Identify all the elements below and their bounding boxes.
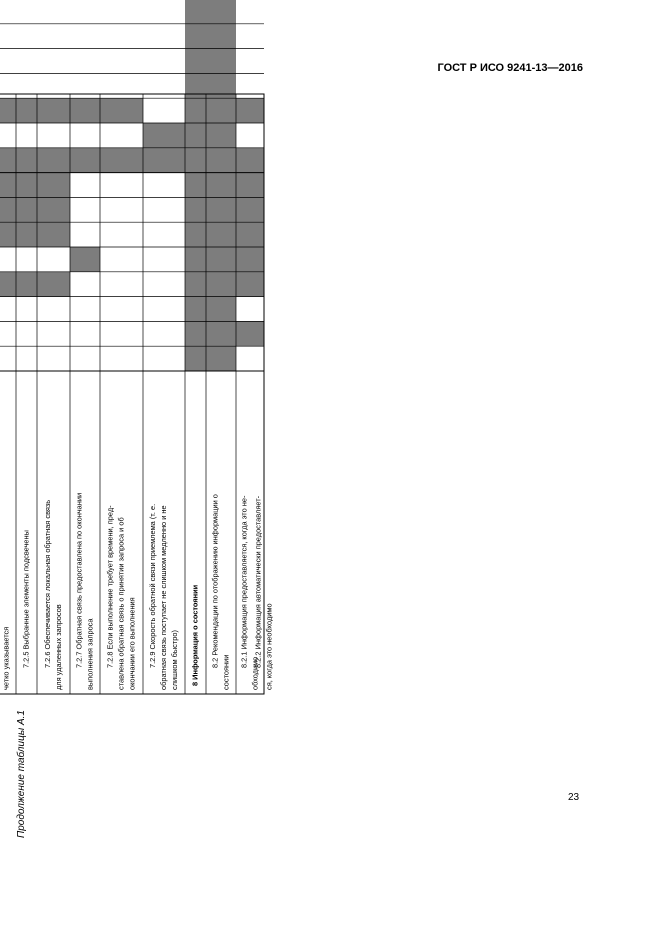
shaded-cell: [236, 272, 264, 297]
recommendation-text: обратная связь поступает не слишком медленно и не: [158, 505, 168, 690]
shaded-cell: [100, 98, 143, 123]
shaded-cell: [70, 148, 100, 173]
recommendation-text: 7.2.7 Обратная связь предоставлена по окончании: [74, 492, 84, 668]
shaded-cell: [37, 98, 70, 123]
recommendation-text: 7.2.6 Обеспечивается локальная обратная связь: [42, 499, 52, 668]
shaded-cell: [185, 346, 206, 371]
shaded-cell: [185, 222, 206, 247]
shaded-cell: [236, 247, 264, 272]
recommendation-text: 8.2.1 Информация предоставляется, когда это не-: [239, 495, 249, 668]
shaded-cell: [143, 148, 185, 173]
shaded-cell: [236, 173, 264, 198]
shaded-cell: [70, 247, 100, 272]
shaded-cell: [0, 272, 16, 297]
shaded-cell: [185, 272, 206, 297]
shaded-cell: [206, 49, 236, 74]
shaded-cell: [0, 222, 16, 247]
recommendation-text: ставлена обратная связь о принятии запроса и об: [116, 517, 126, 690]
recommendation-text: окончании его выполнения: [127, 597, 137, 690]
shaded-cell: [236, 222, 264, 247]
recommendation-text: обходимо: [250, 656, 260, 690]
shaded-cell: [143, 123, 185, 148]
shaded-cell: [236, 148, 264, 173]
shaded-cell: [185, 247, 206, 272]
recommendation-text: 7.2.9 Скорость обратной связи приемлема (т. е.: [147, 503, 157, 668]
shaded-cell: [185, 24, 206, 49]
shaded-cell: [206, 272, 236, 297]
shaded-cell: [37, 222, 70, 247]
shaded-cell: [236, 98, 264, 123]
recommendation-text: состоянии: [221, 654, 231, 690]
recommendation-text: 8.2.2 Информация автоматически предоставляет-: [253, 495, 263, 668]
recommendation-text: 7.2.5 Выбранные элементы подсвечены: [21, 530, 31, 668]
recommendation-text: выполнения запроса: [85, 618, 95, 690]
shaded-cell: [206, 0, 236, 24]
shaded-cell: [206, 297, 236, 322]
recommendation-text: 7.2.8 Если выполнение требует времени, пред-: [105, 505, 115, 668]
standard-number: ГОСТ Р ИСО 9241-13—2016: [437, 62, 583, 74]
shaded-cell: [206, 123, 236, 148]
shaded-cell: [16, 148, 37, 173]
shaded-cell: [70, 98, 100, 123]
continuation-label: Продолжение таблицы А.1: [16, 710, 27, 838]
shaded-cell: [16, 272, 37, 297]
recommendation-text: слишком быстро): [169, 630, 179, 690]
shaded-cell: [37, 197, 70, 222]
shaded-cell: [206, 173, 236, 198]
shaded-cell: [206, 197, 236, 222]
shaded-cell: [0, 98, 16, 123]
shaded-cell: [206, 24, 236, 49]
shaded-cell: [0, 148, 16, 173]
shaded-cell: [16, 173, 37, 198]
shaded-cell: [37, 272, 70, 297]
shaded-cell: [37, 173, 70, 198]
shaded-cell: [185, 297, 206, 322]
recommendation-text: четко указывается: [1, 626, 11, 690]
shaded-cell: [206, 346, 236, 371]
shaded-cell: [185, 197, 206, 222]
shaded-cell: [16, 98, 37, 123]
shaded-cell: [236, 321, 264, 346]
shaded-cell: [185, 49, 206, 74]
shaded-cell: [16, 222, 37, 247]
recommendation-text: для удаленных запросов: [53, 604, 63, 690]
shaded-cell: [236, 197, 264, 222]
shaded-cell: [0, 197, 16, 222]
shaded-cell: [206, 148, 236, 173]
recommendation-text: 8.2 Рекомендации по отображению информации о: [210, 494, 220, 668]
shaded-cell: [185, 148, 206, 173]
recommendation-text: ся, когда это необходимо: [264, 603, 274, 690]
shaded-cell: [185, 123, 206, 148]
shaded-cell: [16, 197, 37, 222]
shaded-cell: [0, 173, 16, 198]
shaded-cell: [185, 98, 206, 123]
page-number: 23: [568, 792, 580, 803]
shaded-cell: [206, 321, 236, 346]
shaded-cell: [206, 222, 236, 247]
shaded-cell: [100, 148, 143, 173]
shaded-cell: [206, 98, 236, 123]
shaded-cell: [185, 173, 206, 198]
recommendation-text: 8 Информация о состоянии: [190, 584, 200, 686]
shaded-cell: [37, 148, 70, 173]
shaded-cell: [185, 0, 206, 24]
shaded-cell: [206, 247, 236, 272]
shaded-cell: [185, 321, 206, 346]
